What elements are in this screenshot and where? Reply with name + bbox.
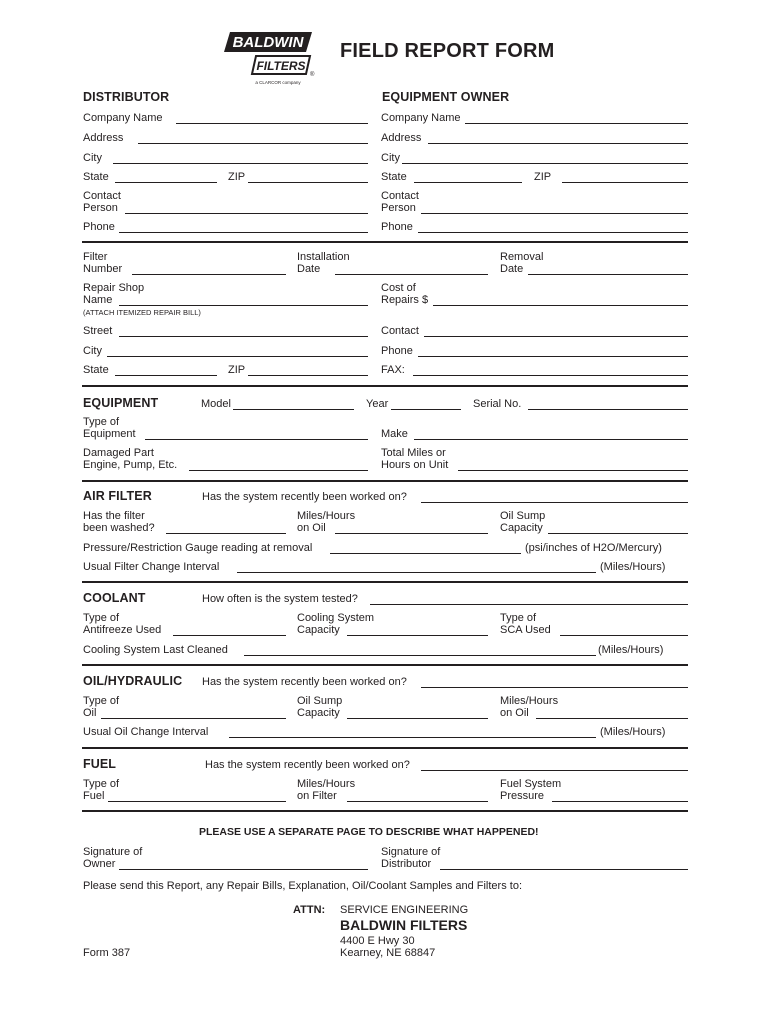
fuel-miles-field[interactable] bbox=[347, 801, 488, 802]
install-date-label-2: Date bbox=[297, 263, 321, 275]
air-sump-field[interactable] bbox=[548, 533, 688, 534]
equipment-type-label-1: Type of bbox=[83, 416, 120, 428]
dist-address-label: Address bbox=[83, 132, 124, 144]
form-title: FIELD REPORT FORM bbox=[340, 40, 555, 62]
dist-city-field[interactable] bbox=[113, 163, 368, 164]
section-divider bbox=[82, 664, 688, 666]
repair-state-label: State bbox=[83, 364, 109, 376]
section-divider bbox=[82, 810, 688, 812]
filter-washed-label-2: been washed? bbox=[83, 522, 155, 534]
oil-heading: OIL/HYDRAULIC bbox=[83, 674, 183, 688]
filter-number-label-2: Number bbox=[83, 263, 123, 275]
filter-interval-label: Usual Filter Change Interval bbox=[83, 561, 220, 573]
sca-label-2: SCA Used bbox=[500, 624, 551, 636]
air-worked-on-field[interactable] bbox=[421, 502, 688, 503]
attach-bill-note: (ATTACH ITEMIZED REPAIR BILL) bbox=[83, 308, 201, 317]
cost-repairs-label-2: Repairs $ bbox=[381, 294, 429, 306]
last-cleaned-unit: (Miles/Hours) bbox=[598, 644, 664, 656]
owner-state-label: State bbox=[381, 171, 407, 183]
distributor-signature-label-2: Distributor bbox=[381, 858, 432, 870]
repair-shop-label-1: Repair Shop bbox=[83, 282, 145, 294]
removal-date-label-1: Removal bbox=[500, 251, 544, 263]
oil-miles-field[interactable] bbox=[536, 718, 688, 719]
install-date-field[interactable] bbox=[335, 274, 488, 275]
send-instructions: Please send this Report, any Repair Bills, Explanation, Oil/Coolant Samples and Filters to: bbox=[83, 880, 522, 892]
distributor-signature-label-1: Signature of bbox=[381, 846, 441, 858]
equipment-type-label-2: Equipment bbox=[83, 428, 136, 440]
fuel-type-label-1: Type of bbox=[83, 778, 120, 790]
removal-date-label-2: Date bbox=[500, 263, 524, 275]
air-sump-label-1: Oil Sump bbox=[500, 510, 546, 522]
antifreeze-label-1: Type of bbox=[83, 612, 120, 624]
year-label: Year bbox=[366, 398, 389, 410]
attn-department: SERVICE ENGINEERING bbox=[340, 904, 469, 916]
repair-zip-field[interactable] bbox=[248, 375, 368, 376]
make-label: Make bbox=[381, 428, 408, 440]
cooling-capacity-label-2: Capacity bbox=[297, 624, 340, 636]
owner-heading: EQUIPMENT OWNER bbox=[382, 90, 510, 104]
fuel-heading: FUEL bbox=[83, 757, 117, 771]
air-miles-field[interactable] bbox=[335, 533, 488, 534]
sca-label-1: Type of bbox=[500, 612, 537, 624]
gauge-reading-field[interactable] bbox=[330, 553, 521, 554]
fuel-pressure-label-2: Pressure bbox=[500, 790, 545, 802]
equipment-type-field[interactable] bbox=[145, 439, 368, 440]
oil-interval-field[interactable] bbox=[229, 737, 596, 738]
owner-contact-label-1: Contact bbox=[381, 190, 419, 202]
fuel-type-label-2: Fuel bbox=[83, 790, 105, 802]
install-date-label-1: Installation bbox=[297, 251, 350, 263]
separate-page-notice: PLEASE USE A SEPARATE PAGE TO DESCRIBE WHAT HAPPENED! bbox=[199, 826, 539, 838]
owner-contact-label-2: Person bbox=[381, 202, 416, 214]
model-label: Model bbox=[201, 398, 231, 410]
damaged-part-label-1: Damaged Part bbox=[83, 447, 154, 459]
owner-phone-field[interactable] bbox=[418, 232, 688, 233]
filter-washed-label-1: Has the filter bbox=[83, 510, 145, 522]
attn-label: ATTN: bbox=[293, 904, 326, 916]
oil-interval-unit: (Miles/Hours) bbox=[600, 726, 666, 738]
logo-tagline-text: a CLARCOR company bbox=[255, 80, 301, 85]
oil-sump-label-2: Capacity bbox=[297, 707, 340, 719]
repair-shop-label-2: Name bbox=[83, 294, 113, 306]
oil-type-field[interactable] bbox=[101, 718, 286, 719]
fuel-miles-label-2: on Filter bbox=[297, 790, 337, 802]
form-number: Form 387 bbox=[83, 947, 131, 959]
cost-repairs-label-1: Cost of bbox=[381, 282, 416, 294]
oil-miles-label-1: Miles/Hours bbox=[500, 695, 559, 707]
air-miles-label-1: Miles/Hours bbox=[297, 510, 356, 522]
damaged-part-label-2: Engine, Pump, Etc. bbox=[83, 459, 178, 471]
owner-city-field[interactable] bbox=[402, 163, 688, 164]
removal-date-field[interactable] bbox=[528, 274, 688, 275]
fuel-type-field[interactable] bbox=[108, 801, 286, 802]
year-field[interactable] bbox=[391, 409, 461, 410]
oil-miles-label-2: on Oil bbox=[500, 707, 529, 719]
air-filter-heading: AIR FILTER bbox=[83, 489, 152, 503]
filter-washed-field[interactable] bbox=[166, 533, 286, 534]
distributor-heading: DISTRIBUTOR bbox=[83, 90, 170, 104]
fuel-worked-on-field[interactable] bbox=[421, 770, 688, 771]
total-miles-label-2: Hours on Unit bbox=[381, 459, 449, 471]
filter-number-label-1: Filter bbox=[83, 251, 108, 263]
owner-signature-label-1: Signature of bbox=[83, 846, 143, 858]
repair-contact-field[interactable] bbox=[424, 336, 688, 337]
repair-phone-label: Phone bbox=[381, 345, 413, 357]
filter-interval-field[interactable] bbox=[237, 572, 596, 573]
oil-sump-field[interactable] bbox=[347, 718, 488, 719]
fuel-pressure-field[interactable] bbox=[552, 801, 688, 802]
gauge-unit-label: (psi/inches of H2O/Mercury) bbox=[525, 542, 662, 554]
filter-interval-unit: (Miles/Hours) bbox=[600, 561, 666, 573]
equipment-heading: EQUIPMENT bbox=[83, 396, 159, 410]
owner-phone-label: Phone bbox=[381, 221, 413, 233]
repair-city-field[interactable] bbox=[107, 356, 368, 357]
oil-type-label-2: Oil bbox=[83, 707, 97, 719]
return-company-name: BALDWIN FILTERS bbox=[340, 917, 468, 933]
repair-phone-field[interactable] bbox=[418, 356, 688, 357]
repair-state-field[interactable] bbox=[115, 375, 217, 376]
dist-contact-label-2: Person bbox=[83, 202, 118, 214]
logo-brand-text: BALDWIN bbox=[232, 34, 304, 51]
serial-field[interactable] bbox=[528, 409, 688, 410]
section-divider bbox=[82, 581, 688, 583]
dist-contact-field[interactable] bbox=[125, 213, 368, 214]
owner-address-label: Address bbox=[381, 132, 422, 144]
coolant-tested-label: How often is the system tested? bbox=[202, 593, 358, 605]
repair-shop-field[interactable] bbox=[119, 305, 368, 306]
owner-contact-field[interactable] bbox=[421, 213, 688, 214]
dist-phone-field[interactable] bbox=[119, 232, 368, 233]
dist-company-field[interactable] bbox=[176, 123, 368, 124]
dist-phone-label: Phone bbox=[83, 221, 115, 233]
air-miles-label-2: on Oil bbox=[297, 522, 326, 534]
owner-zip-field[interactable] bbox=[562, 182, 688, 183]
gauge-reading-label: Pressure/Restriction Gauge reading at removal bbox=[83, 542, 313, 554]
distributor-signature-field[interactable] bbox=[440, 869, 688, 870]
repair-fax-label: FAX: bbox=[381, 364, 405, 376]
owner-address-field[interactable] bbox=[428, 143, 688, 144]
cooling-capacity-label-1: Cooling System bbox=[297, 612, 375, 624]
owner-city-label: City bbox=[381, 152, 400, 164]
section-divider bbox=[82, 385, 688, 387]
owner-signature-field[interactable] bbox=[119, 869, 368, 870]
fuel-worked-on-label: Has the system recently been worked on? bbox=[205, 759, 410, 771]
owner-state-field[interactable] bbox=[414, 182, 522, 183]
repair-street-field[interactable] bbox=[119, 336, 368, 337]
owner-company-field[interactable] bbox=[465, 123, 688, 124]
owner-company-label: Company Name bbox=[381, 112, 461, 124]
coolant-tested-field[interactable] bbox=[370, 604, 688, 605]
repair-zip-label: ZIP bbox=[228, 364, 246, 376]
cooling-capacity-field[interactable] bbox=[347, 635, 488, 636]
dist-contact-label-1: Contact bbox=[83, 190, 121, 202]
repair-fax-field[interactable] bbox=[413, 375, 688, 376]
coolant-heading: COOLANT bbox=[83, 591, 146, 605]
oil-sump-label-1: Oil Sump bbox=[297, 695, 343, 707]
damaged-part-field[interactable] bbox=[189, 470, 368, 471]
dist-zip-label: ZIP bbox=[228, 171, 246, 183]
antifreeze-field[interactable] bbox=[173, 635, 286, 636]
dist-company-label: Company Name bbox=[83, 112, 163, 124]
svg-text:®: ® bbox=[310, 72, 315, 78]
last-cleaned-label: Cooling System Last Cleaned bbox=[83, 644, 228, 656]
repair-contact-label: Contact bbox=[381, 325, 419, 337]
oil-worked-on-field[interactable] bbox=[421, 687, 688, 688]
last-cleaned-field[interactable] bbox=[244, 655, 596, 656]
air-worked-on-label: Has the system recently been worked on? bbox=[202, 491, 407, 503]
return-address-line-1: 4400 E Hwy 30 bbox=[340, 935, 415, 947]
owner-zip-label: ZIP bbox=[534, 171, 552, 183]
serial-label: Serial No. bbox=[473, 398, 522, 410]
total-miles-label-1: Total Miles or bbox=[381, 447, 446, 459]
section-divider bbox=[82, 241, 688, 243]
repair-street-label: Street bbox=[83, 325, 113, 337]
baldwin-filters-logo bbox=[222, 30, 334, 88]
model-field[interactable] bbox=[233, 409, 354, 410]
owner-signature-label-2: Owner bbox=[83, 858, 116, 870]
fuel-pressure-label-1: Fuel System bbox=[500, 778, 562, 790]
return-address-line-2: Kearney, NE 68847 bbox=[340, 947, 436, 959]
total-miles-field[interactable] bbox=[458, 470, 688, 471]
dist-city-label: City bbox=[83, 152, 102, 164]
dist-state-field[interactable] bbox=[115, 182, 217, 183]
fuel-miles-label-1: Miles/Hours bbox=[297, 778, 356, 790]
dist-state-label: State bbox=[83, 171, 109, 183]
oil-interval-label: Usual Oil Change Interval bbox=[83, 726, 209, 738]
air-sump-label-2: Capacity bbox=[500, 522, 543, 534]
section-divider bbox=[82, 747, 688, 749]
dist-address-field[interactable] bbox=[138, 143, 368, 144]
repair-city-label: City bbox=[83, 345, 102, 357]
oil-type-label-1: Type of bbox=[83, 695, 120, 707]
oil-worked-on-label: Has the system recently been worked on? bbox=[202, 676, 407, 688]
section-divider bbox=[82, 480, 688, 482]
cost-repairs-field[interactable] bbox=[433, 305, 688, 306]
filter-number-field[interactable] bbox=[132, 274, 286, 275]
dist-zip-field[interactable] bbox=[248, 182, 368, 183]
logo-sub-text: FILTERS bbox=[256, 59, 306, 73]
sca-field[interactable] bbox=[560, 635, 688, 636]
make-field[interactable] bbox=[414, 439, 688, 440]
antifreeze-label-2: Antifreeze Used bbox=[83, 624, 162, 636]
